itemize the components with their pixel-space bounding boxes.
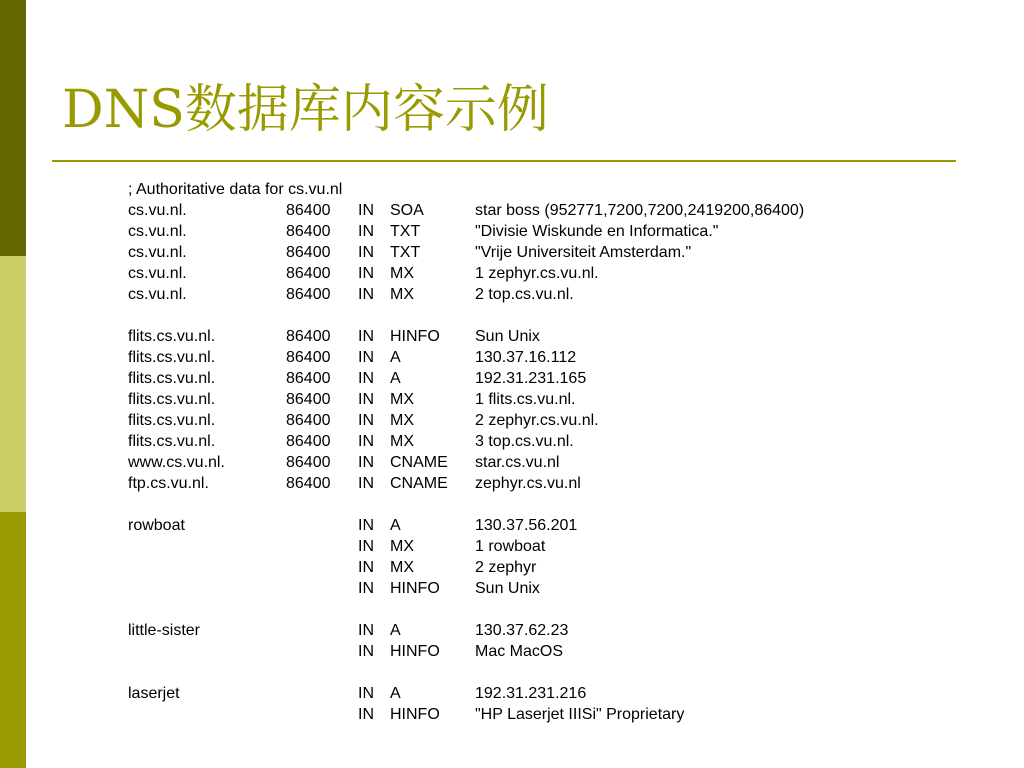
record-row: [128, 326, 540, 347]
record-row: [128, 242, 692, 263]
record-class: IN: [358, 328, 374, 345]
record-type: A: [390, 622, 401, 639]
record-ttl: 86400: [286, 475, 331, 492]
record-ttl: 86400: [286, 349, 331, 366]
record-ttl: 86400: [286, 223, 331, 240]
record-ttl: 86400: [286, 391, 331, 408]
record-class: IN: [358, 202, 374, 219]
record-row: [128, 683, 587, 704]
record-class: IN: [358, 370, 374, 387]
record-ttl: 86400: [286, 328, 331, 345]
record-value: 2 top.cs.vu.nl.: [475, 286, 574, 303]
record-name: flits.cs.vu.nl.: [128, 391, 216, 408]
record-value: 130.37.56.201: [475, 517, 578, 534]
record-name: cs.vu.nl.: [128, 202, 187, 219]
record-value: star boss (952771,7200,7200,2419200,86400): [475, 202, 805, 219]
record-type: HINFO: [390, 706, 440, 723]
record-row: [128, 473, 581, 494]
record-class: IN: [358, 706, 374, 723]
record-row: [128, 536, 546, 557]
dns-records-table: [128, 179, 805, 725]
record-class: IN: [358, 643, 374, 660]
record-type: SOA: [390, 202, 424, 219]
record-value: 2 zephyr.cs.vu.nl.: [475, 412, 599, 429]
record-class: IN: [358, 454, 374, 471]
record-type: MX: [390, 286, 414, 303]
record-name: rowboat: [128, 517, 185, 534]
record-row: [128, 452, 560, 473]
record-class: IN: [358, 286, 374, 303]
blank-row: [128, 494, 342, 515]
record-value: 130.37.16.112: [475, 349, 577, 366]
record-value: 1 zephyr.cs.vu.nl.: [475, 265, 599, 282]
record-type: A: [390, 349, 401, 366]
record-row: [128, 221, 719, 242]
record-value: zephyr.cs.vu.nl: [475, 475, 581, 492]
record-row: [128, 368, 587, 389]
record-type: MX: [390, 412, 414, 429]
title-divider: [52, 160, 956, 162]
record-class: IN: [358, 265, 374, 282]
record-value: "Vrije Universiteit Amsterdam.": [475, 244, 692, 261]
record-ttl: 86400: [286, 265, 331, 282]
record-name: cs.vu.nl.: [128, 286, 187, 303]
record-row: [128, 557, 537, 578]
record-ttl: 86400: [286, 412, 331, 429]
record-value: Sun Unix: [475, 580, 540, 597]
record-type: A: [390, 370, 401, 387]
record-row: [128, 389, 576, 410]
record-ttl: 86400: [286, 244, 331, 261]
record-type: A: [390, 517, 401, 534]
record-type: MX: [390, 391, 414, 408]
record-row: [128, 620, 569, 641]
record-type: CNAME: [390, 454, 448, 471]
record-value: "HP Laserjet IIISi" Proprietary: [475, 706, 685, 723]
record-type: HINFO: [390, 580, 440, 597]
record-type: HINFO: [390, 328, 440, 345]
record-value: 130.37.62.23: [475, 622, 569, 639]
record-type: CNAME: [390, 475, 448, 492]
record-value: 3 top.cs.vu.nl.: [475, 433, 574, 450]
record-class: IN: [358, 391, 374, 408]
blank-row: [128, 599, 342, 620]
record-row: [128, 704, 685, 725]
record-name: flits.cs.vu.nl.: [128, 349, 216, 366]
record-class: IN: [358, 433, 374, 450]
record-class: IN: [358, 538, 374, 555]
record-class: IN: [358, 223, 374, 240]
record-value: "Divisie Wiskunde en Informatica.": [475, 223, 719, 240]
record-class: IN: [358, 244, 374, 261]
record-name: flits.cs.vu.nl.: [128, 433, 216, 450]
record-value: 1 flits.cs.vu.nl.: [475, 391, 576, 408]
record-row: [128, 200, 805, 221]
record-name: little-sister: [128, 622, 201, 639]
side-bar-segment-bottom: [0, 512, 26, 768]
record-ttl: 86400: [286, 370, 331, 387]
record-name: flits.cs.vu.nl.: [128, 412, 216, 429]
record-row: [128, 641, 564, 662]
record-ttl: 86400: [286, 433, 331, 450]
record-name: cs.vu.nl.: [128, 265, 187, 282]
record-name: cs.vu.nl.: [128, 223, 187, 240]
record-type: MX: [390, 265, 414, 282]
record-ttl: 86400: [286, 454, 331, 471]
record-ttl: 86400: [286, 286, 331, 303]
record-class: IN: [358, 412, 374, 429]
record-name: ftp.cs.vu.nl.: [128, 475, 209, 492]
record-row: [128, 578, 540, 599]
side-bar-segment-middle: [0, 256, 26, 512]
record-value: 2 zephyr: [475, 559, 537, 576]
record-name: www.cs.vu.nl.: [128, 454, 225, 471]
record-row: [128, 431, 574, 452]
record-value: Mac MacOS: [475, 643, 564, 660]
record-row: [128, 515, 578, 536]
record-row: [128, 284, 574, 305]
record-type: MX: [390, 538, 414, 555]
record-class: IN: [358, 580, 374, 597]
record-value: 192.31.231.216: [475, 685, 587, 702]
record-name: cs.vu.nl.: [128, 244, 187, 261]
record-type: TXT: [390, 223, 421, 240]
record-row: [128, 263, 599, 284]
side-bar-segment-top: [0, 0, 26, 256]
slide-title: DNS数据库内容示例: [62, 80, 549, 140]
record-class: IN: [358, 517, 374, 534]
record-value: star.cs.vu.nl: [475, 454, 560, 471]
record-class: IN: [358, 559, 374, 576]
record-value: 1 rowboat: [475, 538, 546, 555]
record-value: Sun Unix: [475, 328, 540, 345]
record-rows: [128, 200, 805, 725]
record-name: laserjet: [128, 685, 180, 702]
record-ttl: 86400: [286, 202, 331, 219]
record-row: [128, 347, 577, 368]
records-comment: ; Authoritative data for cs.vu.nl: [128, 181, 343, 198]
record-type: HINFO: [390, 643, 440, 660]
record-type: A: [390, 685, 401, 702]
record-name: flits.cs.vu.nl.: [128, 328, 216, 345]
record-row: [128, 410, 599, 431]
blank-row: [128, 305, 342, 326]
blank-row: [128, 662, 342, 683]
record-class: IN: [358, 685, 374, 702]
record-type: MX: [390, 433, 414, 450]
record-class: IN: [358, 622, 374, 639]
record-class: IN: [358, 349, 374, 366]
record-type: MX: [390, 559, 414, 576]
record-class: IN: [358, 475, 374, 492]
record-type: TXT: [390, 244, 421, 261]
record-name: flits.cs.vu.nl.: [128, 370, 216, 387]
record-value: 192.31.231.165: [475, 370, 587, 387]
